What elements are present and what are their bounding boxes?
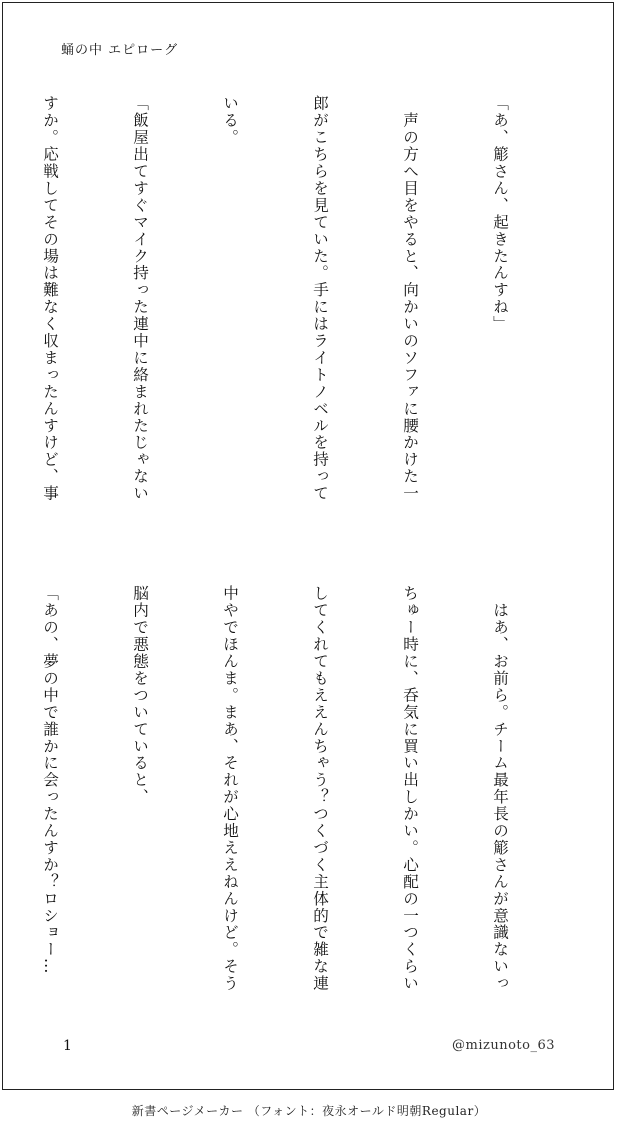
text-line: 脳内で悪態をついていると、 bbox=[131, 585, 149, 806]
text-line: 「飯屋出てすぐマイク持った連中に絡まれたじゃない bbox=[131, 95, 149, 502]
text-line: してくれてもええんちゃう？つくづく主体的で雑な連 bbox=[311, 585, 329, 992]
text-line: すか。応戦してその場は難なく収まったんすけど、事 bbox=[41, 95, 59, 502]
footer-credit: 新書ページメーカー （フォント：夜永オールド明朝Regular） bbox=[131, 1104, 487, 1118]
text-line: 「あの、夢の中で誰かに会ったんすか？ロショー… bbox=[41, 585, 59, 975]
page-number: 1 bbox=[63, 1038, 72, 1054]
text-line: 郎がこちらを見ていた。手にはライトノベルを持って bbox=[311, 95, 329, 502]
text-line: ちゅー時に、呑気に買い出しかい。心配の一つくらい bbox=[401, 585, 419, 992]
running-head-title: 蛹の中 エピローグ bbox=[61, 43, 179, 58]
text-line: いる。 bbox=[221, 95, 239, 146]
text-line: はあ、お前ら。チーム最年長の簓さんが意識ないっ bbox=[491, 585, 509, 992]
text-line: 中やでほんま。まあ、それが心地ええねんけど。そう bbox=[221, 585, 239, 992]
author-handle: @mizunoto_63 bbox=[452, 1038, 555, 1053]
text-line: 声の方へ目をやると、向かいのソファに腰かけた一 bbox=[401, 95, 419, 502]
book-page bbox=[2, 2, 614, 1090]
upper-text-block bbox=[0, 95, 575, 535]
lower-text-block bbox=[0, 585, 575, 1025]
text-line: 「あ、簓さん、起きたんすね」 bbox=[491, 95, 509, 333]
